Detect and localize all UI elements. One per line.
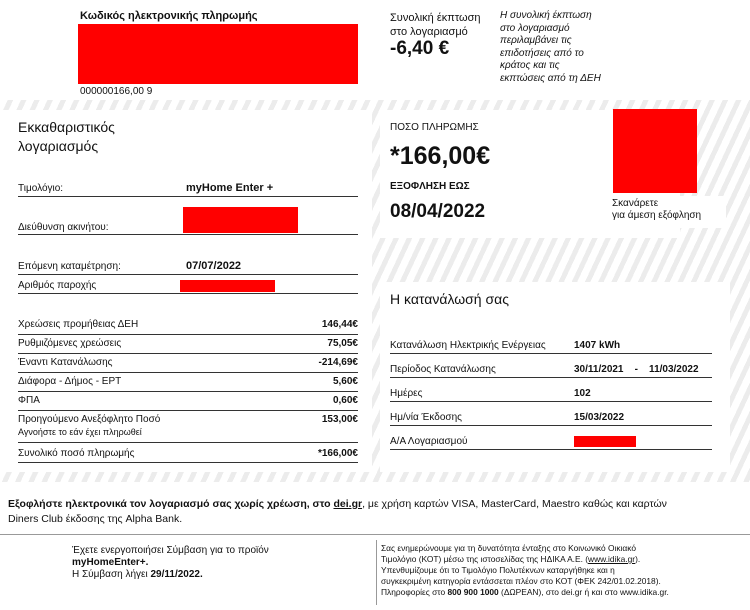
total-label: Συνολικό ποσό πληρωμής — [18, 448, 135, 459]
charge-label: Διάφορα - Δήμος - ΕΡΤ — [18, 376, 122, 387]
table-row — [390, 402, 712, 426]
kot-text: Τιμολόγιο (ΚΟΤ) μέσω της ιστοσελίδας της ΗΔΙΚΑ Α.Ε. ( — [381, 554, 589, 564]
kot-text: ). — [635, 554, 641, 564]
charge-value: 75,05€ — [327, 338, 358, 349]
amount-value: *166,00€ — [390, 142, 491, 170]
discount-label-line: στο λογαριασμό — [390, 26, 468, 38]
discount-note-line: επιδοτήσεις από το — [500, 47, 584, 59]
kot-line: συγκεκριμένη κατηγορία εντάσσεται πλέον στο ΚΟΤ (ΦΕΚ 242/01.02.2018). — [381, 576, 661, 586]
address-label: Διεύθυνση ακινήτου: — [18, 222, 109, 233]
consumption-label: Ημ/νία Έκδοσης — [390, 412, 462, 423]
divider — [18, 293, 358, 294]
contract-expiry — [72, 569, 269, 581]
kot-line: Σας ενημερώνουμε για τη δυνατότητα ένταξης στο Κοινωνικό Οικιακό — [381, 543, 637, 553]
discount-note — [500, 10, 601, 85]
kot-text: Πληροφορίες στο — [381, 587, 448, 597]
due-date-label: ΕΞΟΦΛΗΣΗ ΕΩΣ — [390, 181, 470, 192]
consumption-label: Κατανάλωση Ηλεκτρικής Ενέργειας — [390, 340, 546, 351]
divider — [18, 196, 358, 197]
payment-code-title: Κωδικός ηλεκτρονικής πληρωμής — [80, 10, 258, 22]
scan-caption-line: για άμεση εξόφληση — [612, 210, 702, 221]
kot-divider — [376, 540, 377, 605]
table-row — [390, 426, 712, 450]
tariff-value: myHome Enter + — [186, 182, 274, 194]
charge-label: Χρεώσεις προμήθειας ΔΕΗ — [18, 319, 139, 330]
divider — [18, 274, 358, 275]
table-row — [390, 330, 712, 354]
charge-label: Προηγούμενο Ανεξόφλητο Ποσό — [18, 414, 161, 425]
table-row — [18, 411, 358, 426]
contract-product: myHomeEnter+. — [72, 557, 149, 568]
consumption-title: Η κατανάλωσή σας — [390, 291, 509, 307]
charge-label: Έναντι Κατανάλωσης — [18, 357, 113, 368]
next-reading-label: Επόμενη καταμέτρηση: — [18, 261, 121, 272]
kot-line: Υπενθυμίζουμε ότι το Τιμολόγιο Πολυτέκνων καταργήθηκε και η — [381, 565, 615, 575]
charge-value: 146,44€ — [321, 319, 358, 330]
scan-caption-line: Σκανάρετε — [612, 198, 659, 209]
redacted-address — [183, 207, 298, 233]
contract-line: Έχετε ενεργοποιήσει Σύμβαση για το προϊόν — [72, 545, 269, 556]
consumption-value: 102 — [574, 388, 591, 399]
table-row — [18, 316, 358, 335]
discount-value: -6,40 € — [390, 38, 450, 59]
charge-value: -214,69€ — [318, 357, 358, 368]
scan-caption — [612, 198, 701, 222]
online-payment-bold: Εξοφλήστε ηλεκτρονικά τον λογαριασμό σας χωρίς χρέωση, στο — [8, 498, 331, 510]
dei-link[interactable]: dei.gr — [333, 498, 363, 510]
divider — [18, 234, 358, 235]
idika-link[interactable]: www.idika.gr — [588, 554, 636, 564]
kot-line — [381, 554, 669, 565]
bill-title — [18, 118, 115, 156]
table-row — [18, 373, 358, 392]
charges-table — [18, 316, 358, 463]
discount-label-line: Συνολική έκπτωση — [390, 12, 481, 24]
payment-code-value: 000000166,00 9 — [80, 86, 153, 97]
charge-label: ΦΠΑ — [18, 395, 40, 406]
consumption-value: 15/03/2022 — [574, 412, 625, 423]
contract-expiry-date: 29/11/2022. — [150, 569, 203, 580]
discount-note-line: στο λογαριασμό — [500, 22, 570, 34]
charge-label: Ρυθμιζόμενες χρεώσεις — [18, 338, 122, 349]
online-payment-rest: , με χρήση καρτών VISA, MasterCard, Maestro καθώς και καρτών — [362, 498, 667, 510]
redacted-payment-code — [78, 24, 358, 84]
discount-note-line: Η συνολική έκπτωση — [500, 10, 592, 21]
charge-value: 0,60€ — [332, 395, 358, 406]
table-row — [18, 335, 358, 354]
kot-text: (ΔΩΡΕΑΝ), στο dei.gr ή και στο www.idika.gr. — [498, 587, 669, 597]
consumption-value: 1407 kWh — [574, 340, 621, 351]
next-reading-value: 07/07/2022 — [186, 260, 242, 272]
redacted-account-number — [574, 436, 636, 447]
consumption-label: Α/Α Λογαριασμού — [390, 436, 468, 447]
amount-label: ΠΟΣΟ ΠΛΗΡΩΜΗΣ — [390, 122, 479, 133]
consumption-table — [390, 330, 712, 450]
contract-expiry-label: Η Σύμβαση λήγει — [72, 569, 151, 580]
table-row — [390, 378, 712, 402]
total-value: *166,00€ — [317, 448, 358, 459]
table-row — [18, 392, 358, 411]
consumption-label: Περίοδος Κατανάλωσης — [390, 364, 496, 375]
table-row — [18, 354, 358, 373]
supply-number-label: Αριθμός παροχής — [18, 280, 97, 291]
online-payment-notice — [8, 497, 744, 527]
total-row — [18, 443, 358, 463]
online-payment-line2: Diners Club έκδοσης της Alpha Bank. — [8, 513, 183, 525]
kot-line — [381, 587, 669, 598]
redacted-supply-number — [180, 280, 275, 292]
discount-note-line: κράτος και τις — [500, 60, 560, 71]
consumption-label: Ημέρες — [390, 388, 423, 399]
table-row — [390, 354, 712, 378]
contract-notice — [72, 545, 269, 581]
redacted-qr-code[interactable] — [613, 109, 697, 193]
charge-value: 5,60€ — [332, 376, 358, 387]
footer-divider — [0, 534, 750, 535]
discount-note-line: εκπτώσεις από τη ΔΕΗ — [500, 72, 601, 84]
charge-value: 153,00€ — [321, 414, 358, 425]
discount-label — [390, 11, 481, 39]
consumption-value: 30/11/2021 - 11/03/2022 — [574, 364, 699, 375]
due-date-value: 08/04/2022 — [390, 201, 486, 222]
kot-notice — [381, 543, 669, 598]
bill-title-line: λογαριασμός — [18, 138, 99, 154]
tariff-label: Τιμολόγιο: — [18, 183, 64, 194]
discount-note-line: περιλαμβάνει τις — [500, 35, 572, 46]
ignore-note: Αγνοήστε το εάν έχει πληρωθεί — [18, 426, 358, 443]
helpline-number: 800 900 1000 — [447, 587, 499, 597]
bill-title-line: Εκκαθαριστικός — [18, 119, 115, 135]
